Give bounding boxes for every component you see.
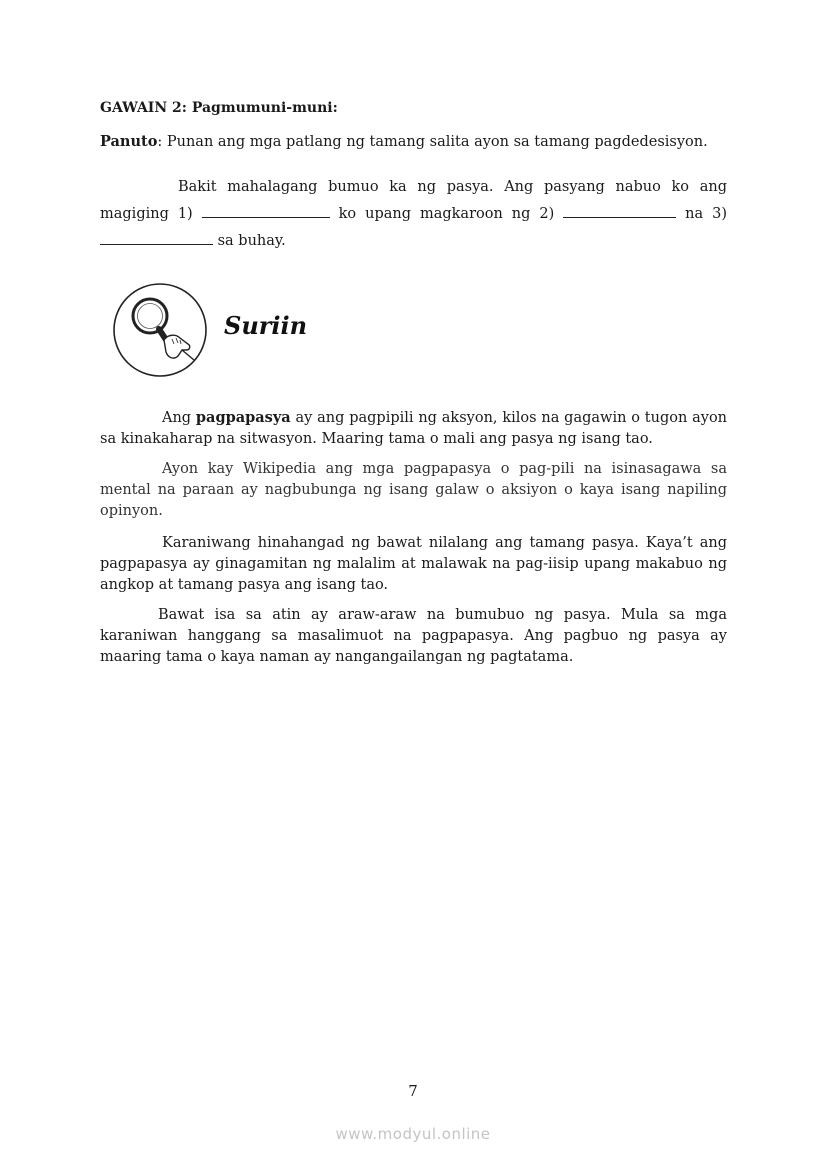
activity-text-1: Bakit mahalagang bumuo ka ng pasya. Ang pasyang nabuo ko ang magiging 1) bbox=[100, 179, 727, 222]
activity-text-2: ko upang magkaroon ng 2) bbox=[338, 206, 555, 222]
instruction-label: Panuto bbox=[100, 133, 158, 150]
paragraph-3-text: Karaniwang hinahangad ng bawat nilalang ang tamang pasya. Kaya’t ang pagpapasya ay ginagamitan ng malalim at malawak na pag-iisip upang makabuo ng angkop at tamang pasya ang isang tao. bbox=[100, 535, 727, 593]
paragraph-3 bbox=[100, 533, 727, 596]
activity-title: GAWAIN 2: Pagmumuni-muni: bbox=[100, 100, 338, 116]
paragraph-1-bold-term: pagpapasya bbox=[195, 409, 291, 426]
blank-2[interactable] bbox=[563, 205, 676, 218]
instruction-text: : Punan ang mga patlang ng tamang salita ayon sa tamang pagdedesisyon. bbox=[157, 134, 708, 150]
paragraph-1 bbox=[100, 407, 727, 450]
watermark: www.modyul.online bbox=[335, 1125, 491, 1143]
activity-text-3: na 3) bbox=[685, 206, 727, 222]
blank-1[interactable] bbox=[202, 205, 330, 218]
activity-text-4: sa buhay. bbox=[217, 233, 286, 249]
paragraph-4-text: Bawat isa sa atin ay araw-araw na bumubuo ng pasya. Mula sa mga karaniwan hanggang sa masalimuot na pagpapasya. Ang pagbuo ng pasya ay maaring tama o kaya naman ay nangangailangan ng pagtatama. bbox=[100, 607, 727, 665]
paragraph-1-prefix: Ang bbox=[162, 410, 196, 426]
paragraph-2 bbox=[100, 459, 727, 522]
instruction bbox=[100, 133, 727, 150]
page-number: 7 bbox=[408, 1082, 418, 1100]
fill-in-paragraph bbox=[100, 174, 727, 255]
magnifying-glass-icon bbox=[112, 282, 208, 378]
blank-3[interactable] bbox=[100, 232, 213, 245]
paragraph-2-text: Ayon kay Wikipedia ang mga pagpapasya o pag-pili na isinasagawa sa mental na paraan ay nagbubunga ng isang galaw o aksiyon o kaya isang napiling opinyon. bbox=[100, 461, 727, 519]
paragraph-1-text: ay ang pagpipili ng aksyon, kilos na gagawin o tugon ayon sa kinakaharap na sitwasyon. Maaring tama o mali ang pasya ng isang tao. bbox=[100, 410, 728, 447]
section-title: Suriin bbox=[224, 311, 308, 340]
paragraph-4 bbox=[100, 605, 727, 668]
